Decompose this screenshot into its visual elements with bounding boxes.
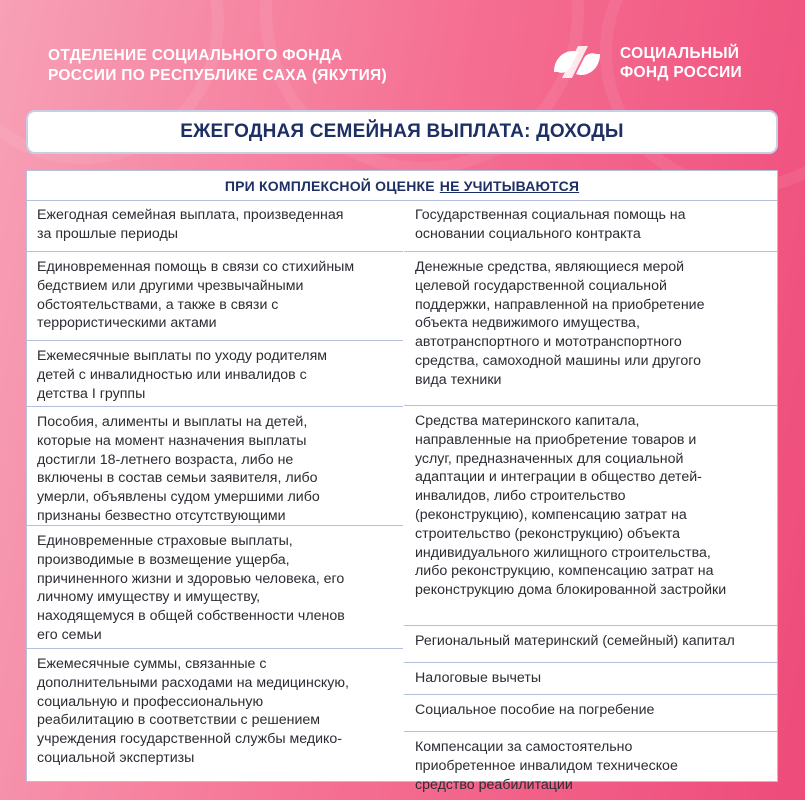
cell-line: Налоговые вычеты [415,670,542,686]
cell-line: Ежегодная семейная выплата, произведенная [37,207,344,223]
cell-line: за прошлые периоды [37,225,178,242]
cell-line: террористическими актами [37,315,217,332]
table-cell [27,526,403,649]
cell-line: целевой государственной социальной [415,277,667,294]
org-name-line1: ОТДЕЛЕНИЕ СОЦИАЛЬНОГО ФОНДА [48,47,343,64]
cell-line: умерли, объявлены судом умершими либо [37,489,320,506]
table-cell [27,341,403,407]
cell-line: производимые в возмещение ущерба, [37,551,290,568]
cell-line: средства, самоходной машины или другого [415,352,702,369]
cell-line: признаны безвестно отсутствующими [37,507,286,524]
table-cell [27,252,403,341]
table-cell [404,406,778,626]
cell-line: индивидуального жилищного строительства, [415,544,711,561]
cell-line: обстоятельствами, а также в связи с [37,296,279,313]
cell-line: строительство (реконструкцию) объекта [415,525,681,542]
cell-line: Государственная социальная помощь на [415,207,686,223]
cell-line: либо реконструкцию, компенсацию затрат на [415,563,714,580]
income-table [26,170,778,793]
cell-line: услуг, предназначенных для социальной [415,450,684,467]
cell-line: реконструкцию дома блокированной застройки [415,582,727,599]
cell-line: дополнительными расходами на медицинскую, [37,674,349,691]
cell-line: автотранспортного и мототранспортного [415,334,682,351]
cell-line: причиненного жизни и здоровью человека, его [37,570,345,587]
cell-line: приобретенное инвалидом техническое [415,757,678,774]
logo-text-line2: ФОНД РОССИИ [620,64,742,81]
cell-line: основании социального контракта [415,225,641,242]
cell-line: социальной экспертизы [37,749,195,766]
table-cell [404,663,778,695]
cell-line: реабилитацию в соответствии с решением [37,712,321,729]
cell-line: находящемуся в общей собственности членов [37,608,345,625]
cell-line: Денежные средства, являющиеся мерой [415,259,685,275]
org-name-line2: РОССИИ ПО РЕСПУБЛИКЕ САХА (ЯКУТИЯ) [48,67,387,84]
background-decoration [600,0,805,194]
cell-line: детства I группы [37,385,146,402]
table-cell [27,200,403,252]
page-title: ЕЖЕГОДНАЯ СЕМЕЙНАЯ ВЫПЛАТА: ДОХОДЫ [180,121,624,142]
cell-line: Единовременная помощь в связи со стихийным [37,259,355,275]
cell-line: направленные на приобретение товаров и [415,431,697,448]
org-name [48,46,387,86]
table-cell [27,407,403,526]
title-banner [26,110,778,154]
cell-line: его семьи [37,626,102,643]
cell-line: Единовременные страховые выплаты, [37,533,293,549]
table-header-prefix: ПРИ КОМПЛЕКСНОЙ ОЦЕНКЕ [224,177,435,194]
cell-line: Средства материнского капитала, [415,413,640,429]
logo-text-line1: СОЦИАЛЬНЫЙ [620,45,740,62]
table-header-emphasis: НЕ УЧИТЫВАЮТСЯ [439,177,580,194]
logo-text [620,44,742,82]
cell-line: средство реабилитации [415,776,573,793]
cell-line: объекта недвижимого имущества, [415,315,640,332]
table-cell [404,695,778,732]
cell-line: Региональный материнский (семейный) капитал [415,633,735,649]
sfr-logo [548,38,742,88]
cell-line: включены в состав семьи заявителя, либо [37,470,318,487]
cell-line: Социальное пособие на погребение [415,702,655,718]
table-cell [404,626,778,663]
sf-logo-icon [548,38,606,88]
cell-line: детей с инвалидностью или инвалидов с [37,366,307,383]
table-cell [404,200,778,252]
table-header [27,171,777,201]
table-cell [404,732,778,793]
cell-line: инвалидов, либо строительство [415,488,626,505]
cell-line: бедствием или другими чрезвычайными [37,277,304,294]
cell-line: поддержки, направленной на приобретение [415,296,705,313]
cell-line: Компенсации за самостоятельно [415,739,633,755]
cell-line: которые на момент назначения выплаты [37,432,307,449]
cell-line: Ежемесячные суммы, связанные с [37,656,267,672]
table-cell [27,649,403,781]
cell-line: социальную и профессиональную [37,693,264,710]
cell-line: вида техники [415,371,502,388]
cell-line: достигли 18-летнего возраста, либо не [37,451,294,468]
cell-line: (реконструкцию), компенсацию затрат на [415,506,687,523]
cell-line: адаптации и интеграции в общество детей- [415,469,702,486]
table-cell [404,252,778,406]
cell-line: личному имуществу и имуществу, [37,589,261,606]
cell-line: Пособия, алименты и выплаты на детей, [37,414,308,430]
cell-line: Ежемесячные выплаты по уходу родителям [37,348,328,364]
cell-line: учреждения государственной службы медико- [37,731,343,748]
